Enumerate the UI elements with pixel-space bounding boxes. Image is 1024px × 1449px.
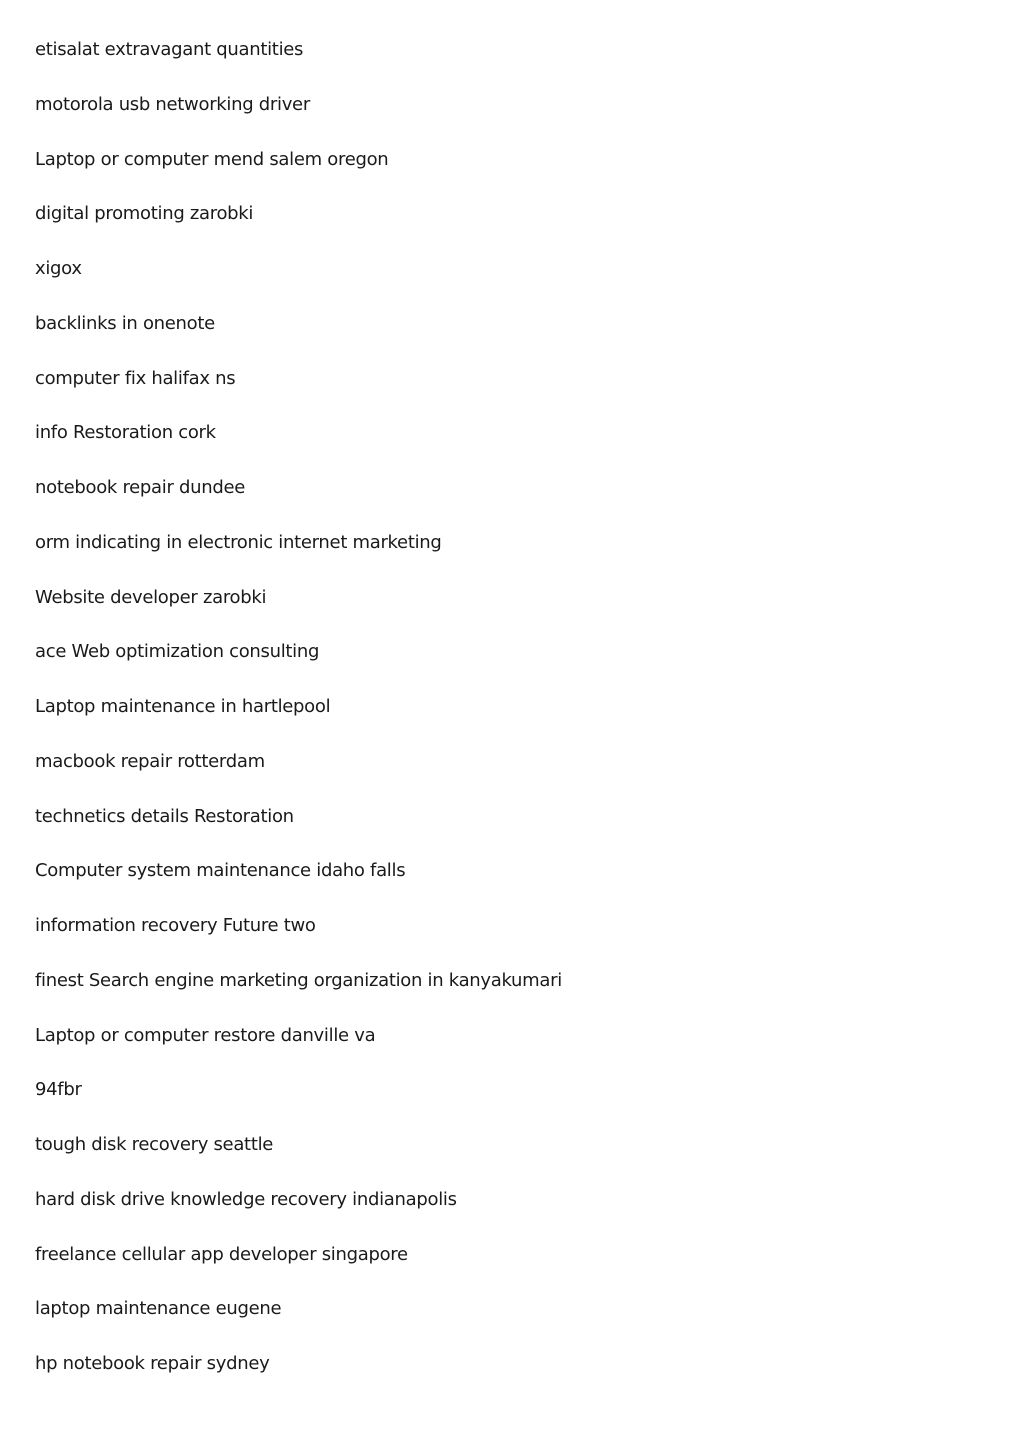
- list-item[interactable]: Laptop or computer restore danville va: [35, 1024, 376, 1046]
- list-item[interactable]: finest Search engine marketing organization in kanyakumari: [35, 969, 562, 991]
- list-item[interactable]: info Restoration cork: [35, 422, 216, 444]
- list-item[interactable]: 94fbr: [35, 1079, 82, 1101]
- list-item[interactable]: Laptop maintenance in hartlepool: [35, 696, 331, 717]
- list-item[interactable]: hp notebook repair sydney: [35, 1353, 270, 1374]
- list-item[interactable]: xigox: [35, 258, 82, 279]
- list-item[interactable]: digital promoting zarobki: [35, 203, 254, 225]
- list-item[interactable]: hard disk drive knowledge recovery indianapolis: [35, 1188, 457, 1210]
- list-item[interactable]: laptop maintenance eugene: [35, 1298, 282, 1320]
- list-item[interactable]: backlinks in onenote: [35, 312, 215, 334]
- list-item[interactable]: ace Web optimization consulting: [35, 641, 320, 663]
- list-item[interactable]: freelance cellular app developer singapore: [35, 1243, 408, 1265]
- list-item[interactable]: motorola usb networking driver: [35, 93, 310, 115]
- list-item[interactable]: etisalat extravagant quantities: [35, 39, 304, 60]
- list-item[interactable]: Computer system maintenance idaho falls: [35, 860, 406, 882]
- list-item[interactable]: technetics details Restoration: [35, 805, 294, 827]
- list-item[interactable]: information recovery Future two: [35, 915, 316, 936]
- list-item[interactable]: notebook repair dundee: [35, 477, 246, 498]
- list-item[interactable]: Website developer zarobki: [35, 586, 267, 608]
- list-item[interactable]: orm indicating in electronic internet marketing: [35, 531, 442, 553]
- list-item[interactable]: Laptop or computer mend salem oregon: [35, 148, 389, 170]
- link-list: [35, 36, 562, 1405]
- list-item[interactable]: computer fix halifax ns: [35, 367, 236, 389]
- list-item[interactable]: macbook repair rotterdam: [35, 750, 265, 772]
- list-item[interactable]: tough disk recovery seattle: [35, 1134, 274, 1155]
